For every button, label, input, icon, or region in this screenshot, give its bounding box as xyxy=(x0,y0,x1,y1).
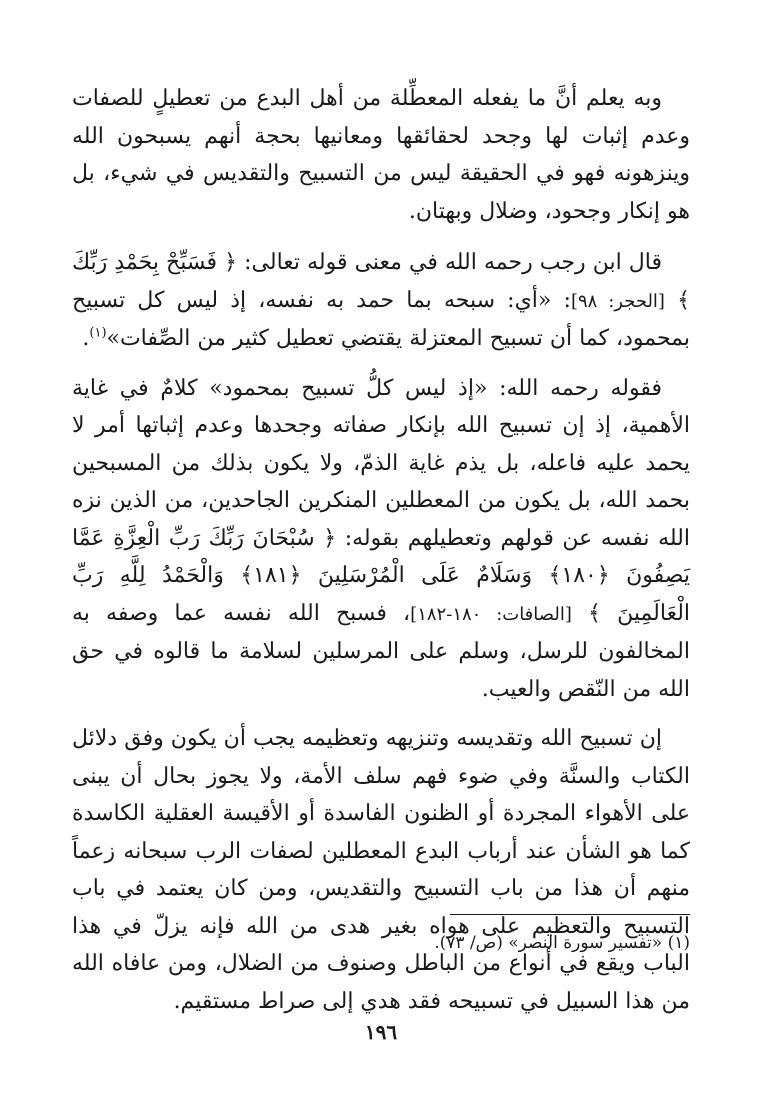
paragraph-3-intro: فقوله رحمه الله: «إذ ليس كلُّ تسبيح بمحمود» كلامٌ في غاية الأهمية، إذ إن تسبيح الله بإنكار صفاته وجحدها وعدم إثباتها أمر لا يحمد عليه فاعله، بل يذم غاية الذمّ، ولا يكون بذلك من المسبحين بحمد الله، بل يكون من المعطلين المنكرين الجاحدين، من الذين نزه الله نفسه عن قولهم وتعطيلهم بقوله: xyxy=(72,375,691,551)
paragraph-1 xyxy=(72,80,690,230)
page-number: ١٩٦ xyxy=(364,1020,398,1044)
paragraph-4 xyxy=(72,720,690,1020)
paragraph-1-text: وبه يعلم أنَّ ما يفعله المعطِّلة من أهل البدع من تعطيلٍ للصفات وعدم إثبات لها وجحد لحقائقها ومعانيها بحجة أنهم يسبحون الله وينزهونه فهو في الحقيقة ليس من التسبيح والتقديس في شيء، بل هو إنكار وجحود، وضلال وبهتان. xyxy=(72,86,690,224)
footnote: (١) «تفسير سورة النصر» (ص/ ٧٣). xyxy=(434,933,690,953)
footnote-marker: (١) xyxy=(89,325,107,341)
verse-reference-hijr: [الحجر: ٩٨] xyxy=(570,290,665,312)
quran-verse-hijr-98: ﴿ فَسَبِّحْ بِحَمْدِ رَبِّكَ ﴾ xyxy=(72,250,690,313)
paragraph-2-end: . xyxy=(82,326,90,351)
paragraph-3 xyxy=(72,370,690,709)
quran-verse-saffat-180-182: ﴿ سُبْحَانَ رَبِّكَ رَبِّ الْعِزَّةِ عَمَّا يَصِفُونَ ﴿١٨٠﴾ وَسَلَامٌ عَلَى الْمُرْسَلِينَ ﴿١٨١﴾ وَالْحَمْدُ لِلَّهِ رَبِّ الْعَالَمِينَ ﴾ xyxy=(72,525,691,626)
paragraph-2 xyxy=(72,244,690,358)
book-page xyxy=(72,80,690,1070)
verse-reference-saffat: [الصافات: ١٨٠-١٨٢] xyxy=(410,603,572,625)
paragraph-4-text: إن تسبيح الله وتقديسه وتنزيهه وتعظيمه يجب أن يكون وفق دلائل الكتاب والسنَّة وفي ضوء فهم سلف الأمة، ولا يجوز بحال أن يبنى على الأهواء المجردة أو الظنون الفاسدة أو الأقيسة العقلية الكاسدة كما هو الشأن عند أرباب البدع المعطلين لصفات الرب سبحانه زعماً منهم أن هذا من باب التسبيح والتقديس، ومن كان يعتمد في باب التسبيح والتعظيم على هواه بغير هدى من الله فإنه يزلّ في هذا الباب ويقع في أنواع من الباطل وصنوف من الضلال، ومن عافاه الله من هذا السبيل في تسبيحه فقد هدي إلى صراط مستقيم. xyxy=(72,726,690,1014)
paragraph-2-intro: قال ابن رجب رحمه الله في معنى قوله تعالى: xyxy=(237,250,662,275)
footnote-divider xyxy=(450,914,690,915)
paragraph-3-rest: ، فسبح الله نفسه عما وصفه به المخالفون للرسل، وسلم على المرسلين لسلامة ما قالوه في حق الله من النّقص والعيب. xyxy=(72,600,690,702)
ibn-rajab-quote: : «أي: سبحه بما حمد به نفسه، إذ ليس كل تسبيح بمحمود، كما أن تسبيح المعتزلة يقتضي تعطيل كثير من الصِّفات» xyxy=(72,287,690,351)
